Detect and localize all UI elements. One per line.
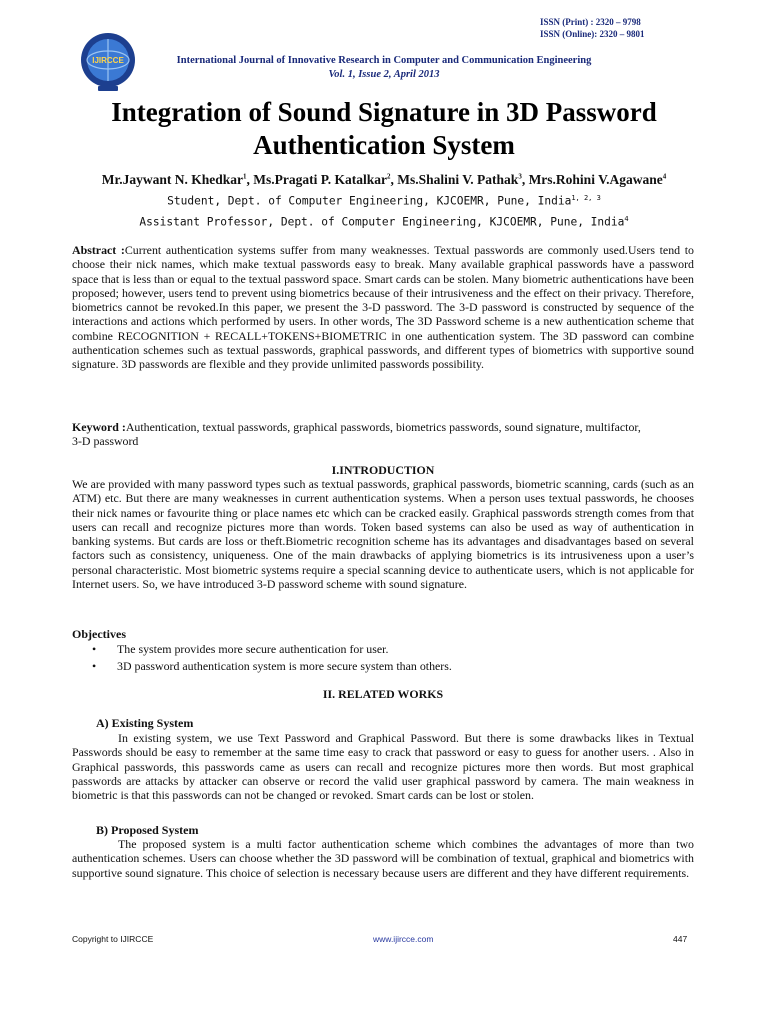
- keyword-label: Keyword :: [72, 420, 126, 434]
- logo-text: IJIRCCE: [92, 56, 124, 65]
- journal-name: International Journal of Innovative Research in Computer and Communication Engineering: [176, 55, 592, 66]
- author-3: Ms.Shalini V. Pathak: [397, 172, 519, 187]
- affiliation-student: Student, Dept. of Computer Engineering, KJCOEMR, Pune, India$^{1, 2, 3}$: [167, 194, 601, 208]
- footer-url-link[interactable]: www.ijircce.com: [373, 934, 434, 944]
- volume-info: Vol. 1, Issue 2, April 2013: [328, 69, 440, 80]
- author-4: Mrs.Rohini V.Agawane: [528, 172, 663, 187]
- title-line-2: Authentication System: [253, 130, 515, 160]
- author-2: Ms.Pragati P. Katalkar: [253, 172, 388, 187]
- objective-item: • The system provides more secure authentication for user.: [92, 642, 389, 656]
- keywords: Keyword :Authentication, textual passwords, graphical passwords, biometrics passwords, sound signature, multifactor, 3-D password: [72, 420, 641, 449]
- objective-item: • 3D password authentication system is more secure system than others.: [92, 659, 452, 673]
- proposed-system-text: The proposed system is a multi factor authentication scheme which combines the advantages of more than two authentication schemes. Users can choose whether the 3D password will be combination of textual, graphical and biometrics with supportive sound signature. This choice of selection is necessary because users are different and they have different requirements.: [72, 837, 694, 880]
- paper-title: [60, 96, 708, 162]
- introduction-text: We are provided with many password types such as textual passwords, graphical passwords, biometric scanning, cards (such as an ATM) etc. But there are many weaknesses in current authentication systems. When a person uses textual passwords, he chooses their nick names or favourite thing or place names etc which can be cracked easily. Graphical passwords strength comes from that users can recall and recognize pictures more than words. Token based systems can also be used as way of authentication in banking systems. But cards are loss or theft.Biometric recognition scheme has its advantages and disadvantages based on several factors such as consistency, uniqueness. One of the main drawbacks of applying biometrics is its intrusiveness upon a user’s personal characteristic. Most biometric systems require a special scanning device to authenticate users, which is not applicable for Internet users. So, we have introduced 3-D password scheme with sound signature.: [72, 477, 694, 592]
- objectives-heading: Objectives: [72, 627, 126, 641]
- abstract-text: Current authentication systems suffer from many weaknesses. Textual passwords are commonly used.Users tend to choose their nick names, which make textual passwords easy to break. Many available graphical passwords have a password space that is less than or equal to the textual password space. Smart cards can be stolen. Many biometric authentications have been proposed; however, users tend to prevent using biometrics because of their intrusiveness and the effect on their privacy. Therefore, biometrics cannot be revoked.In this paper, we present the 3-D password. The 3-D password is constructed by sequence of the interactions and actions which performed by users. In other words, The 3D Password scheme is a new authentication scheme that combine RECOGNITION + RECALL+TOKENS+BIOMETRIC in one authentication system. The 3D password can combine authentication schemes such as textual passwords, graphical passwords, and different types of biometrics with supportive sound signature. 3D passwords are flexible and they provide unlimited passwords possibility.: [72, 243, 694, 372]
- affiliation-professor: Assistant Professor, Dept. of Computer Engineering, KJCOEMR, Pune, India$^4$: [139, 215, 629, 229]
- title-line-1: Integration of Sound Signature in 3D Password: [111, 97, 657, 127]
- author-list: Mr.Jaywant N. Khedkar$^1$, Ms.Pragati P. Katalkar$^2$, Ms.Shalini V. Pathak$^3$, Mrs.Rohini V.Agawane$^4$: [101, 172, 667, 187]
- introduction-heading: I.INTRODUCTION: [331, 463, 435, 477]
- abstract-label: Abstract :: [72, 243, 125, 257]
- existing-system-heading: A) Existing System: [96, 716, 194, 730]
- existing-system-text: In existing system, we use Text Password and Graphical Password. But there is some drawbacks likes in Textual Passwords should be easy to remember at the same time easy to crack that password or easy to guess for another users. . Also in Graphical passwords, this passwords came as users can recall and recognize pictures more then words. But most graphical passwords are attacks by attacker can observe or record the valid user graphical password by camera. The main weakness in biometric is that this passwords can not be changed or revoked. Smart cards can be lost or stolen.: [72, 731, 694, 803]
- related-works-heading: II. RELATED WORKS: [322, 687, 444, 701]
- abstract: [72, 243, 694, 372]
- issn-online: ISSN (Online): 2320 – 9801: [540, 29, 645, 39]
- proposed-system-heading: B) Proposed System: [96, 823, 199, 837]
- footer-copyright: Copyright to IJIRCCE: [72, 934, 154, 944]
- page-number: 447: [673, 934, 688, 944]
- author-1: Mr.Jaywant N. Khedkar: [101, 172, 244, 187]
- issn-print: ISSN (Print) : 2320 – 9798: [540, 17, 641, 27]
